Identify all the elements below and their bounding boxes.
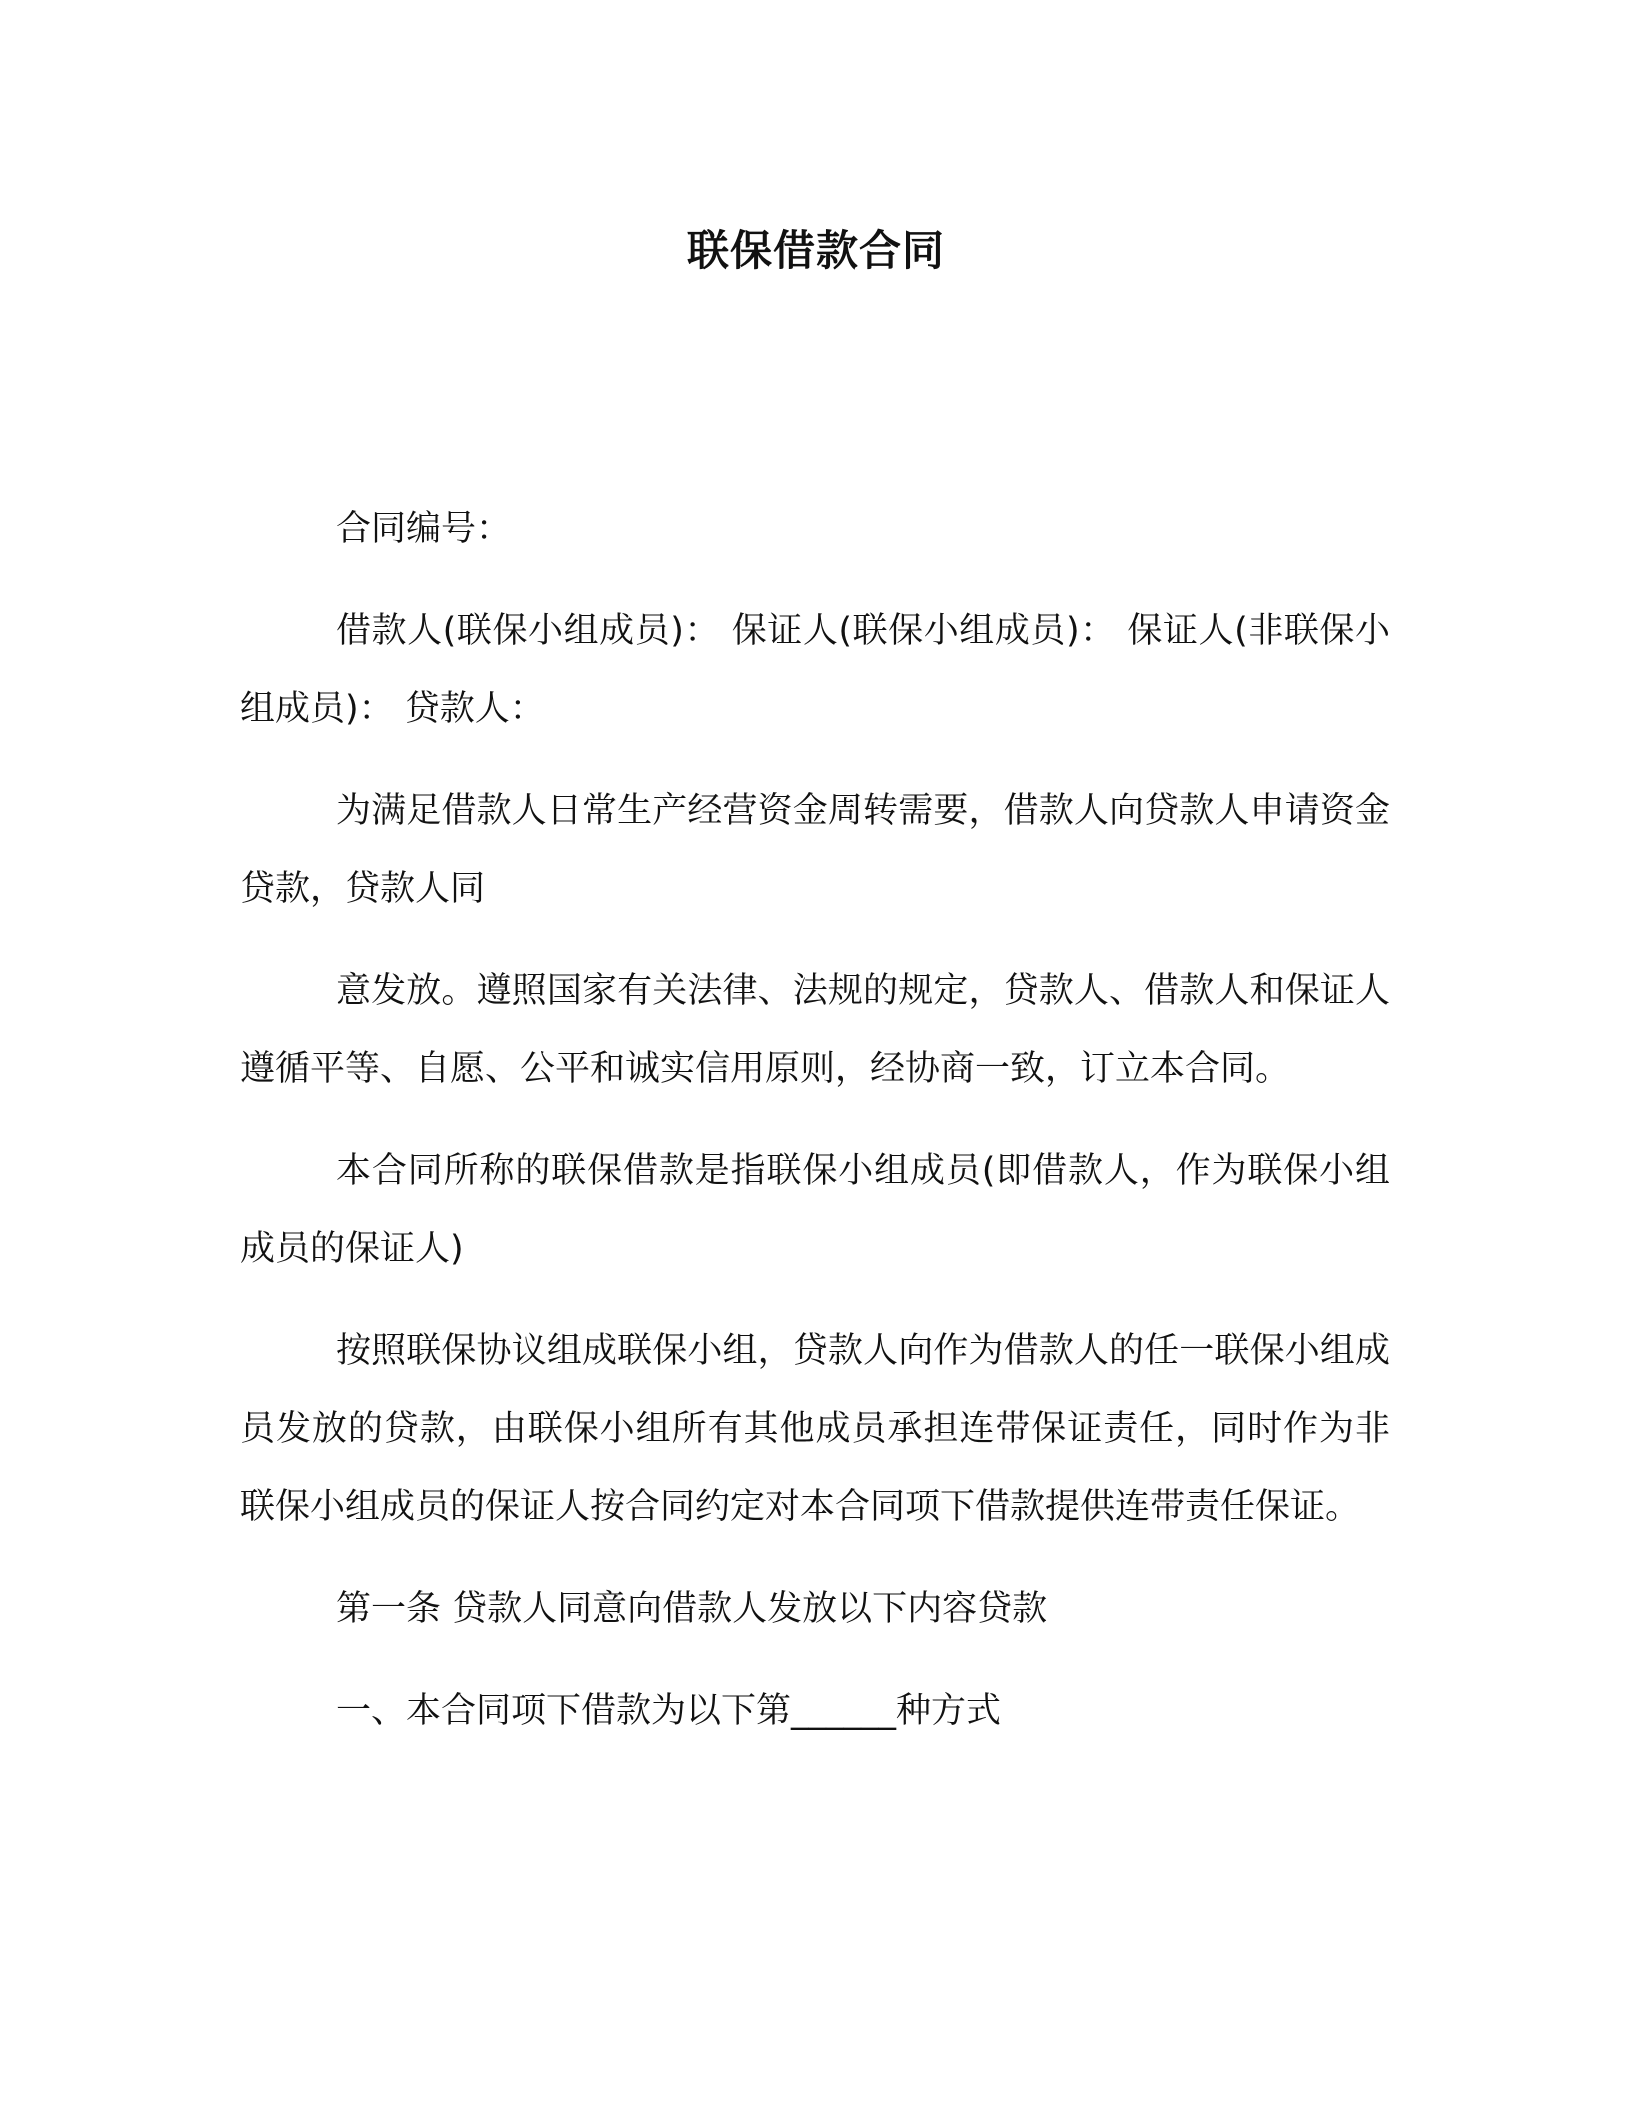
parties-line: 借款人(联保小组成员)： 保证人(联保小组成员)： 保证人(非联保小组成员)： 贷款人： [240,611,1390,729]
document-title: 联保借款合同 [686,226,945,275]
article-one-heading: 第一条 贷款人同意向借款人发放以下内容贷款 [336,1589,1048,1629]
document-body [240,490,1390,1750]
purpose-paragraph: 为满足借款人日常生产经营资金周转需要，借款人向贷款人申请资金贷款，贷款人同 [240,791,1390,909]
definition-paragraph: 本合同所称的联保借款是指联保小组成员(即借款人，作为联保小组成员的保证人) [240,1151,1390,1269]
guarantee-paragraph: 按照联保协议组成联保小组，贷款人向作为借款人的任一联保小组成员发放的贷款，由联保小组所有其他成员承担连带保证责任，同时作为非联保小组成员的保证人按合同约定对本合同项下借款提供连带责任保证。 [240,1331,1390,1527]
clause-one-line: 一、本合同项下借款为以下第______种方式 [336,1691,1002,1731]
contract-number-line: 合同编号： [336,509,512,549]
agreement-paragraph: 意发放。遵照国家有关法律、法规的规定，贷款人、借款人和保证人遵循平等、自愿、公平和诚实信用原则，经协商一致，订立本合同。 [240,971,1390,1089]
